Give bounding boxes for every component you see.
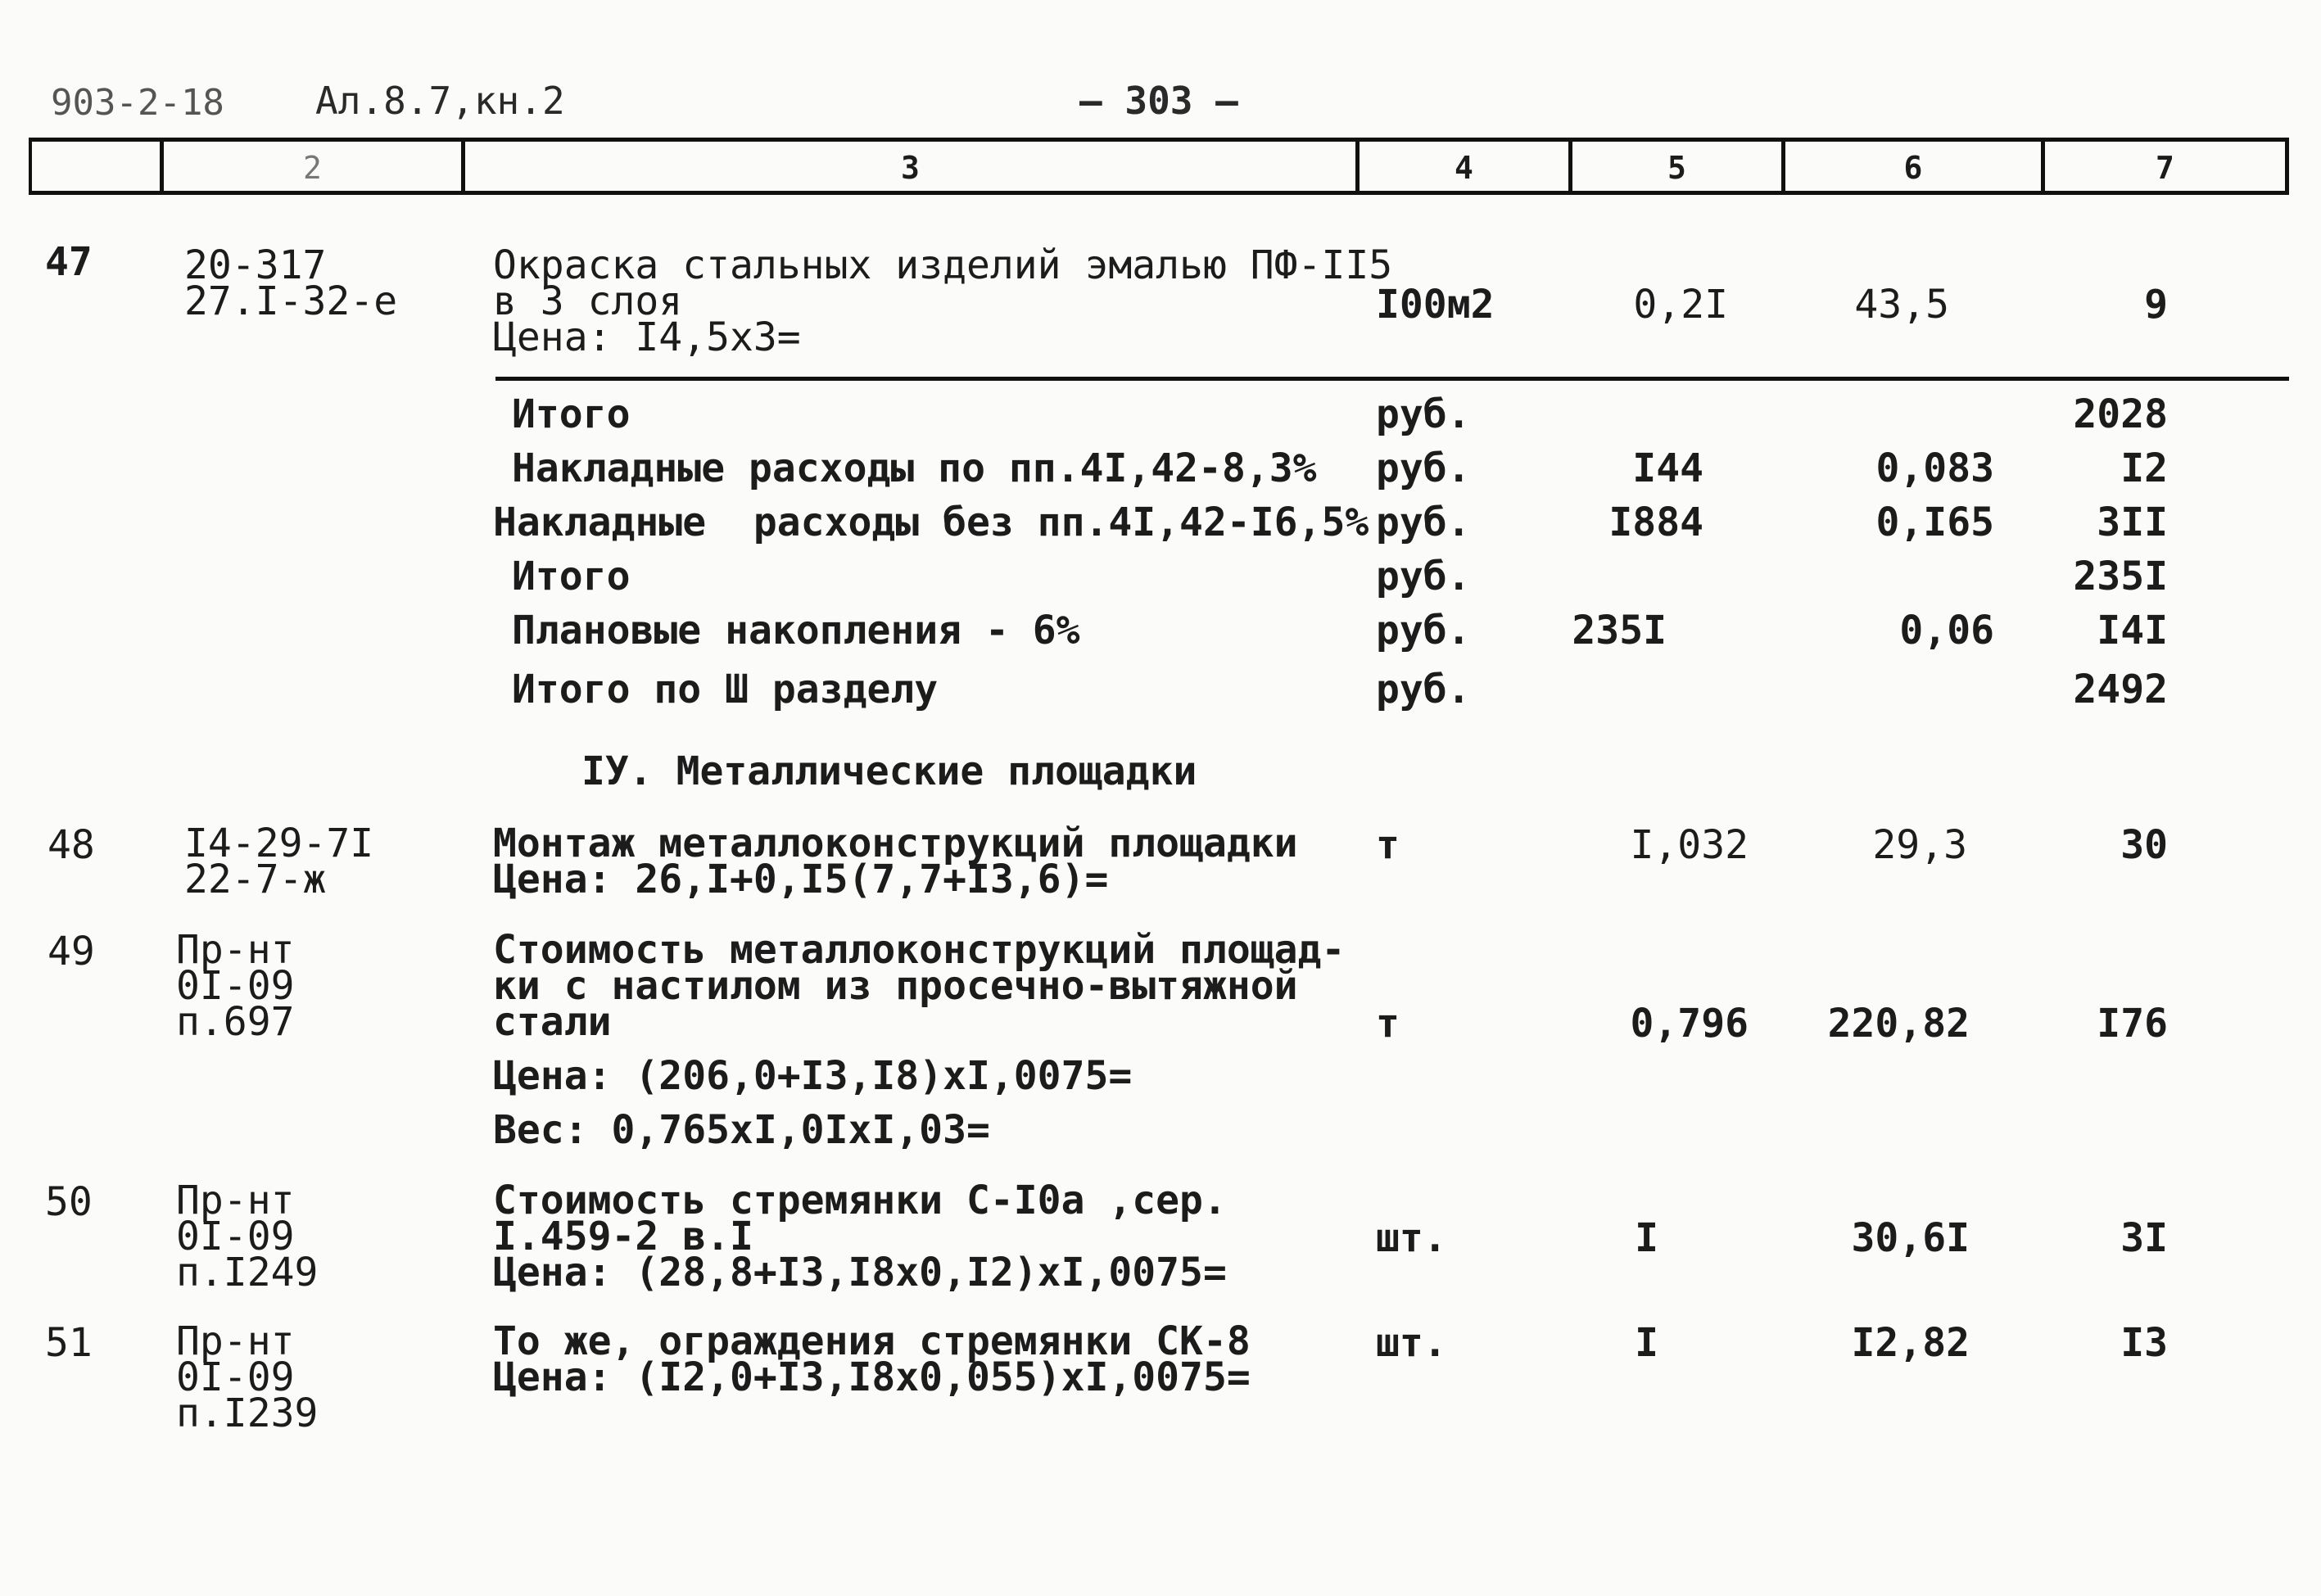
column-header-3: 3 [901,150,920,186]
summary-base: I884 [1608,500,1703,545]
summary-unit: руб. [1376,391,1471,437]
unit-price: 43,5 [1854,282,1949,328]
summary-unit: руб. [1376,608,1471,653]
norm-code: Пр-нт 0I-09 п.I249 [176,1178,319,1295]
unit: I00м2 [1376,282,1495,328]
summary-total: 2028 [2073,391,2168,437]
summary-label: Плановые накопления - 6% [512,608,1080,653]
total-cost: I3 [2120,1320,2168,1366]
total-cost: 30 [2120,822,2168,868]
quantity: 0,2I [1633,282,1728,328]
summary-unit: руб. [1376,667,1471,712]
summary-total: I2 [2120,445,2168,491]
summary-label: Накладные расходы по пп.4I,42-8,3% [512,445,1317,491]
album-reference: Ал.8.7,кн.2 [315,79,565,123]
row-number: 47 [45,239,93,285]
item-description: То же, ограждения стремянки СК-8 Цена: (I2,0+I3,I8x0,055)xI,0075= [493,1318,1251,1400]
price-formula: Цена: (206,0+I3,I8)xI,0075= [493,1053,1133,1099]
unit: т [1376,1001,1400,1047]
row-number: 49 [48,929,95,974]
page-number: — 303 — [1079,79,1238,123]
norm-code: 20-317 27.I-32-e [184,242,398,324]
column-header-6: 6 [1903,150,1923,186]
row-number: 50 [45,1179,93,1225]
summary-unit: руб. [1376,554,1471,599]
unit-price: 220,82 [1827,1001,1970,1047]
unit-price: 30,6I [1851,1215,1970,1261]
column-header-4: 4 [1455,150,1473,186]
summary-label: Итого по Ш разделу [512,667,939,712]
total-cost: I76 [2097,1001,2168,1047]
weight-formula: Вес: 0,765xI,0IxI,03= [493,1107,990,1153]
summary-total: 235I [2073,554,2168,599]
item-description: Стоимость металлоконструкций площад- ки с настилом из просечно-вытяжной стали [493,927,1346,1045]
unit-price: 29,3 [1872,822,1967,868]
section-title: IУ. Металлические площадки [581,748,1197,794]
norm-code: Пр-нт 0I-09 п.I239 [176,1318,319,1436]
summary-unit: руб. [1376,500,1471,545]
column-header-2: 2 [303,150,322,186]
norm-code: I4-29-7I 22-7-ж [184,821,374,902]
summary-label: Итого [512,554,631,599]
quantity: I [1635,1215,1658,1261]
unit: т [1376,822,1400,868]
norm-code: Пр-нт 0I-09 п.697 [176,927,295,1045]
summary-total: 2492 [2073,667,2168,712]
summary-total: I4I [2097,608,2168,653]
column-header-7: 7 [2156,150,2174,186]
unit-price: I2,82 [1851,1320,1970,1366]
unit: шт. [1376,1215,1447,1261]
row-number: 48 [48,822,95,868]
summary-rate: 0,I65 [1875,500,1994,545]
summary-unit: руб. [1376,445,1471,491]
document-code: 903-2-18 [51,82,224,124]
summary-total: 3II [2097,500,2168,545]
unit: шт. [1376,1320,1447,1366]
item-description: Стоимость стремянки С-I0а ,сер. I.459-2 в.I Цена: (28,8+I3,I8x0,I2)xI,0075= [493,1178,1227,1295]
column-header-5: 5 [1667,150,1686,186]
divider [495,377,2289,381]
item-description: Монтаж металлоконструкций площадки Цена: 26,I+0,I5(7,7+I3,6)= [493,821,1298,902]
summary-base: 235I [1572,608,1667,653]
summary-label: Накладные расходы без пп.4I,42-I6,5% [493,500,1369,545]
quantity: I,032 [1630,822,1749,868]
total-cost: 3I [2120,1215,2168,1261]
quantity: 0,796 [1630,1001,1749,1047]
summary-rate: 0,083 [1875,445,1994,491]
summary-base: I44 [1632,445,1703,491]
summary-rate: 0,06 [1899,608,1994,653]
summary-label: Итого [512,391,631,437]
total-cost: 9 [2144,282,2168,328]
item-description: Окраска стальных изделий эмалью ПФ-II5 в 3 слоя Цена: I4,5x3= [493,242,1393,360]
row-number: 51 [45,1320,93,1366]
quantity: I [1635,1320,1658,1366]
